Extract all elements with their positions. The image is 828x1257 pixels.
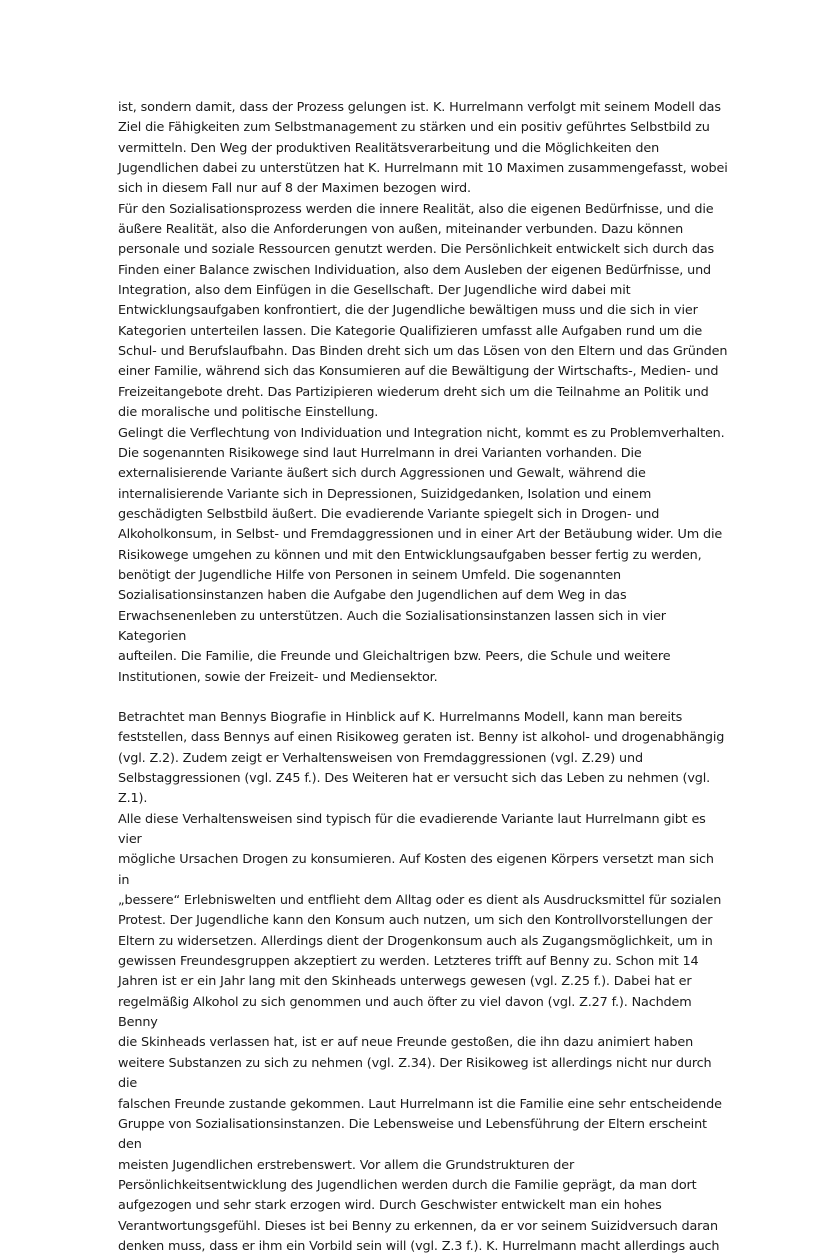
paragraph-1: ist, sondern damit, dass der Prozess gelungen ist. K. Hurrelmann verfolgt mit seinem Modell das Ziel die Fähigkeiten zum Selbstmanagement zu stärken und ein positiv geführtes Selbstbild zu vermitteln. Den Weg der produktiven Realitätsverarbeitung und die Möglichkeiten den Jugendlichen dabei zu unterstützen hat K. Hurrelmann mit 10 Maximen zusammengefasst, wobei sich in diesem Fall nur auf 8 der Maximen bezogen wird. [118,100,728,197]
paragraph-2: Für den Sozialisationsprozess werden die innere Realität, also die eigenen Bedürfnisse, und die äußere Realität, also die Anforderungen von außen, miteinander verbunden. Dazu können personale und soziale Ressourcen genutzt werden. Die Persönlichkeit entwickelt sich durch das Finden einer Balance zwischen Individuation, also dem Ausleben der eigenen Bedürfnisse, und Integration, also dem Einfügen in die Gesellschaft. Der Jugendliche wird dabei mit Entwicklungsaufgaben konfrontiert, die der Jugendliche bewältigen muss und die sich in vier Kategorien unterteilen lassen. Die Kategorie Qualifizieren umfasst alle Aufgaben rund um die Schul- und Berufslaufbahn. Das Binden dreht sich um das Lösen von den Eltern und das Gründen einer Familie, während sich das Konsumieren auf die Bewältigung der Wirtschafts-, Medien- und Freizeitangebote dreht. Das Partizipieren wiederum dreht sich um die Teilnahme an Politik und die moralische und politische Einstellung. [118,201,728,421]
paragraph-spacer [118,688,728,708]
paragraph-4: Betrachtet man Bennys Biografie in Hinblick auf K. Hurrelmanns Modell, kann man bereits feststellen, dass Bennys auf einen Risikoweg geraten ist. Benny ist alkohol- und drogenabhängig (vgl. Z.2). Zudem zeigt er Verhaltensweisen von Fremdaggressionen (vgl. Z.29) und Selbstaggressionen (vgl. Z45 f.). Des Weiteren hat er versucht sich das Leben zu nehmen (vgl. Z.1). Alle diese Verhaltensweisen sind typisch für die evadierende Variante laut Hurrelmann gibt es vier mögliche Ursachen Drogen zu konsumieren. Auf Kosten des eigenen Körpers versetzt man sich in „bessere“ Erlebniswelten und entflieht dem Alltag oder es dient als Ausdrucksmittel für sozialen Protest. Der Jugendliche kann den Konsum auch nutzen, um sich den Kontrollvorstellungen der Eltern zu widersetzen. Allerdings dient der Drogenkonsum auch als Zugangsmöglichkeit, um in gewissen Freundesgruppen akzeptiert zu werden. Letzteres trifft auf Benny zu. Schon mit 14 Jahren ist er ein Jahr lang mit den Skinheads unterwegs gewesen (vgl. Z.25 f.). Dabei hat er regelmäßig Alkohol zu sich genommen und auch öfter zu viel davon (vgl. Z.27 f.). Nachdem Benny die Skinheads verlassen hat, ist er auf neue Freunde gestoßen, die ihn dazu animiert haben weitere Substanzen zu sich zu nehmen (vgl. Z.34). Der Risikoweg ist allerdings nicht nur durch die falschen Freunde zustande gekommen. Laut Hurrelmann ist die Familie eine sehr entscheidende Gruppe von Sozialisationsinstanzen. Die Lebensweise und Lebensführung der Eltern erscheint den meisten Jugendlichen erstrebenswert. Vor allem die Grundstrukturen der Persönlichkeitsentwicklung des Jugendlichen werden durch die Familie geprägt, da man dort aufgezogen und sehr stark erzogen wird. Durch Geschwister entwickelt man ein hohes Verantwortungsgefühl. Dieses ist bei Benny zu erkennen, da er vor seinem Suizidversuch daran denken muss, dass er ihm ein Vorbild sein will (vgl. Z.3 f.). K. Hurrelmann macht allerdings auch [118,709,725,1254]
document-page [118,98,728,1257]
paragraph-3: Gelingt die Verflechtung von Individuation und Integration nicht, kommt es zu Problemverhalten. Die sogenannten Risikowege sind laut Hurrelmann in drei Varianten vorhanden. Die externalisierende Variante äußert sich durch Aggressionen und Gewalt, während die internalisierende Variante sich in Depressionen, Suizidgedanken, Isolation und einem geschädigten Selbstbild äußert. Die evadierende Variante spiegelt sich in Drogen- und Alkoholkonsum, in Selbst- und Fremdaggressionen und in einer Art der Betäubung wider. Um die Risikowege umgehen zu können und mit den Entwicklungsaufgaben besser fertig zu werden, benötigt der Jugendliche Hilfe von Personen in seinem Umfeld. Die sogenannten Sozialisationsinstanzen haben die Aufgabe den Jugendlichen auf dem Weg in das Erwachsenenleben zu unterstützen. Auch die Sozialisationsinstanzen lassen sich in vier Kategorien aufteilen. Die Familie, die Freunde und Gleichaltrigen bzw. Peers, die Schule und weitere Institutionen, sowie der Freizeit- und Mediensektor. [118,425,725,685]
